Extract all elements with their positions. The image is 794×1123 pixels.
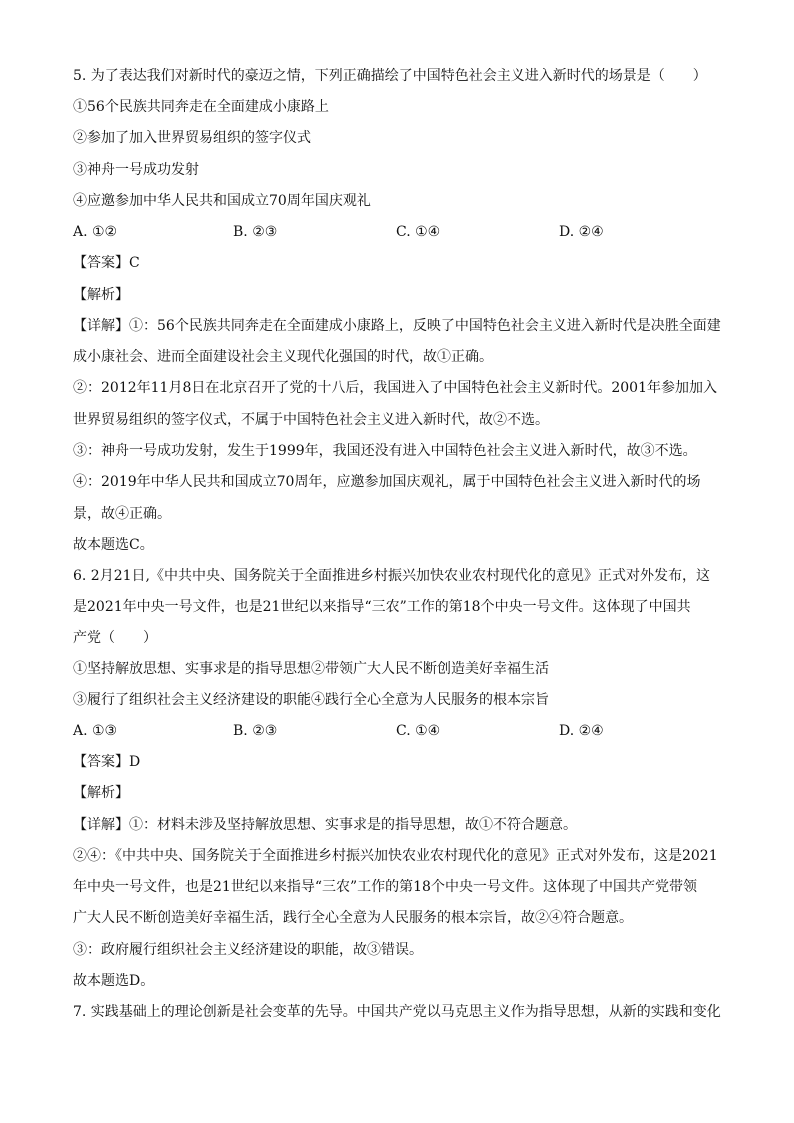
q6-option-b: B. ②③ (233, 723, 278, 739)
q5-detail-line-7: 景，故④正确。 (73, 506, 171, 522)
q5-detail-line-3: ②：2012年11月8日在北京召开了党的十八后，我国进入了中国特色社会主义新时代。2001年参加加入 (73, 380, 717, 396)
q6-detail-line-4: 广大人民不断创造美好幸福生活，践行全心全意为人民服务的根本宗旨，故②④符合题意。 (73, 910, 633, 926)
q6-conclusion: 故本题选D。 (73, 973, 155, 989)
q6-answer: 【答案】D (73, 754, 141, 770)
q5-options (73, 222, 723, 242)
q5-option-c: C. ①④ (396, 224, 441, 240)
q5-detail-line-2: 成小康社会、进而全面建设社会主义现代化强国的时代，故①正确。 (73, 349, 493, 365)
q5-option-d: D. ②④ (559, 224, 604, 240)
q6-items-line-2: ③履行了组织社会主义经济建设的职能④践行全心全意为人民服务的根本宗旨 (73, 692, 549, 708)
q5-stem: 5. 为了表达我们对新时代的豪迈之情，下列正确描绘了中国特色社会主义进入新时代的场景是（ ） (73, 68, 707, 84)
q6-detail-line-1: 【详解】①：材料未涉及坚持解放思想、实事求是的指导思想，故①不符合题意。 (73, 817, 577, 833)
q6-stem-line-2: 是2021年中央一号文件，也是21世纪以来指导“三农”工作的第18个中央一号文件。这体现了中国共 (73, 599, 691, 615)
q6-detail-line-2: ②④：《中共中央、国务院关于全面推进乡村振兴加快农业农村现代化的意见》正式对外发布，这是2021 (73, 848, 718, 864)
q5-item-1: ①56个民族共同奔走在全面建成小康路上 (73, 99, 329, 115)
q6-options (73, 721, 723, 741)
q6-option-c: C. ①④ (396, 723, 441, 739)
q5-answer: 【答案】C (73, 255, 140, 271)
q6-option-d: D. ②④ (559, 723, 604, 739)
q5-analysis-heading: 【解析】 (73, 287, 129, 303)
q5-detail-line-5: ③：神舟一号成功发射，发生于1999年，我国还没有进入中国特色社会主义进入新时代，故③不选。 (73, 443, 697, 459)
q5-detail-line-1: 【详解】①：56个民族共同奔走在全面建成小康路上，反映了中国特色社会主义进入新时代是决胜全面建 (73, 318, 721, 334)
q5-option-b: B. ②③ (233, 224, 278, 240)
q6-items-line-1: ①坚持解放思想、实事求是的指导思想②带领广大人民不断创造美好幸福生活 (73, 661, 549, 677)
q7-stem: 7. 实践基础上的理论创新是社会变革的先导。中国共产党以马克思主义作为指导思想，从新的实践和变化 (73, 1004, 721, 1020)
q6-stem-line-1: 6. 2月21日,《中共中央、国务院关于全面推进乡村振兴加快农业农村现代化的意见》正式对外发布，这 (73, 568, 710, 584)
q5-item-4: ④应邀参加中华人民共和国成立70周年国庆观礼 (73, 193, 371, 209)
q5-item-2: ②参加了加入世界贸易组织的签字仪式 (73, 130, 311, 146)
q5-detail-line-4: 世界贸易组织的签字仪式，不属于中国特色社会主义进入新时代，故②不选。 (73, 412, 549, 428)
q6-detail-line-5: ③：政府履行组织社会主义经济建设的职能，故③错误。 (73, 942, 423, 958)
q6-option-a: A. ①③ (73, 723, 118, 739)
q6-stem-line-3: 产党（ ） (73, 630, 157, 646)
q6-analysis-heading: 【解析】 (73, 785, 129, 801)
q5-conclusion: 故本题选C。 (73, 537, 154, 553)
q5-option-a: A. ①② (73, 224, 118, 240)
q6-detail-line-3: 年中央一号文件，也是21世纪以来指导“三农”工作的第18个中央一号文件。这体现了中国共产党带领 (73, 879, 697, 895)
q5-detail-line-6: ④：2019年中华人民共和国成立70周年，应邀参加国庆观礼，属于中国特色社会主义进入新时代的场 (73, 474, 701, 490)
q5-item-3: ③神舟一号成功发射 (73, 162, 199, 178)
